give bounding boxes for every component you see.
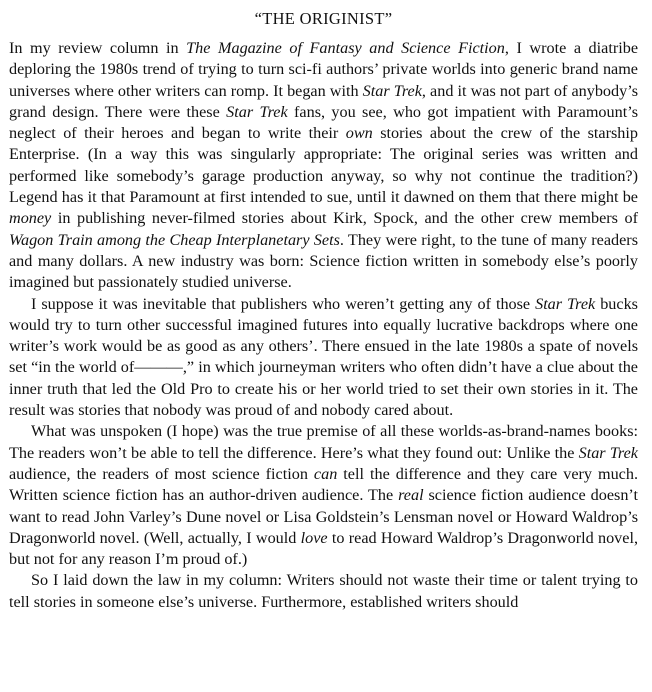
paragraph-text: stories about the crew of the starship Enterprise. (In a way this was singularly appropriate: The original series was written and performed like somebody’s garage production anyway, so why not continue the tradition?) Legend has it that Paramount at first intended to sue, until it dawned on them that there might be	[9, 124, 638, 207]
paragraph-text: in publishing never-filmed stories about Kirk, Spock, and the other crew members of	[51, 209, 638, 228]
paragraph-text: . They were right, to the tune of many readers and many dollars. A new industry was born: Science fiction written in somebody else’s poorly imagined but passionately studied universe.	[9, 230, 638, 292]
paragraph-text: science fiction audience doesn’t want to read John Varley’s Dune novel or Lisa Goldstein’s Lensman novel or Howard Waldrop’s Dragonworld novel. (Well, actually, I would	[9, 486, 639, 547]
italic-text: Star Trek	[226, 102, 288, 121]
paragraph-text: What was unspoken (I hope) was the true premise of all these worlds-as-brand-names books: The readers won’t be able to tell the difference. Here’s what they found out: Unlike the	[9, 422, 638, 462]
italic-text: love	[300, 528, 328, 547]
italic-text: Star Trek	[578, 443, 638, 462]
paragraph-text: to read Howard Waldrop’s Dragonworld novel, but not for any reason I’m proud of.)	[9, 528, 639, 569]
paragraph	[9, 38, 638, 294]
italic-text: Star Trek	[362, 81, 422, 100]
italic-text: can	[313, 464, 338, 483]
paragraph-text: bucks would try to turn other successful imagined futures into equally lucrative backdrops where one writer’s work would be as good as any others’. There ensued in the late 1980s a spate of novels set “in the world of———,” in which journeyman writers who often didn’t have a clue about the inner truth that led the Old Pro to create his or her world tried to set their own stories in it. The result was stories that nobody was proud of and nobody cared about.	[9, 294, 638, 420]
italic-text: Wagon Train among the Cheap Interplanetary Sets	[9, 230, 340, 249]
italic-text: money	[9, 209, 52, 228]
italic-text: own	[345, 124, 373, 143]
paragraph-text: In my review column in	[9, 39, 187, 57]
chapter-title: “THE ORIGINIST”	[254, 9, 393, 28]
paragraph-text: , and it was not part of anybody’s grand design. There were these	[9, 81, 638, 121]
italic-text: The Magazine of Fantasy and Science Fiction	[186, 39, 505, 57]
paragraph-text: audience, the readers of most science fiction	[9, 464, 314, 483]
italic-text: Star Trek	[535, 294, 596, 313]
paragraph-text: fans, you see, who got impatient with Paramount’s neglect of their heroes and began to write their	[9, 102, 638, 143]
paragraph-text: , I wrote a diatribe deploring the 1980s trend of trying to turn sci-fi authors’ private worlds into generic brand name universes where other writers can romp. It began with	[9, 39, 638, 100]
italic-text: real	[398, 486, 424, 505]
paragraph-text: I suppose it was inevitable that publishers who weren’t getting any of those	[31, 294, 536, 313]
paragraph	[9, 570, 638, 613]
paragraph-text: tell the difference and they care very much. Written science fiction has an author-driven audience. The	[9, 464, 639, 505]
paragraph	[9, 294, 638, 422]
body-text	[9, 38, 638, 613]
paragraph	[9, 421, 638, 570]
paragraph-text: So I laid down the law in my column: Writers should not waste their time or talent trying to tell stories in someone else’s universe. Furthermore, established writers should	[9, 571, 638, 611]
